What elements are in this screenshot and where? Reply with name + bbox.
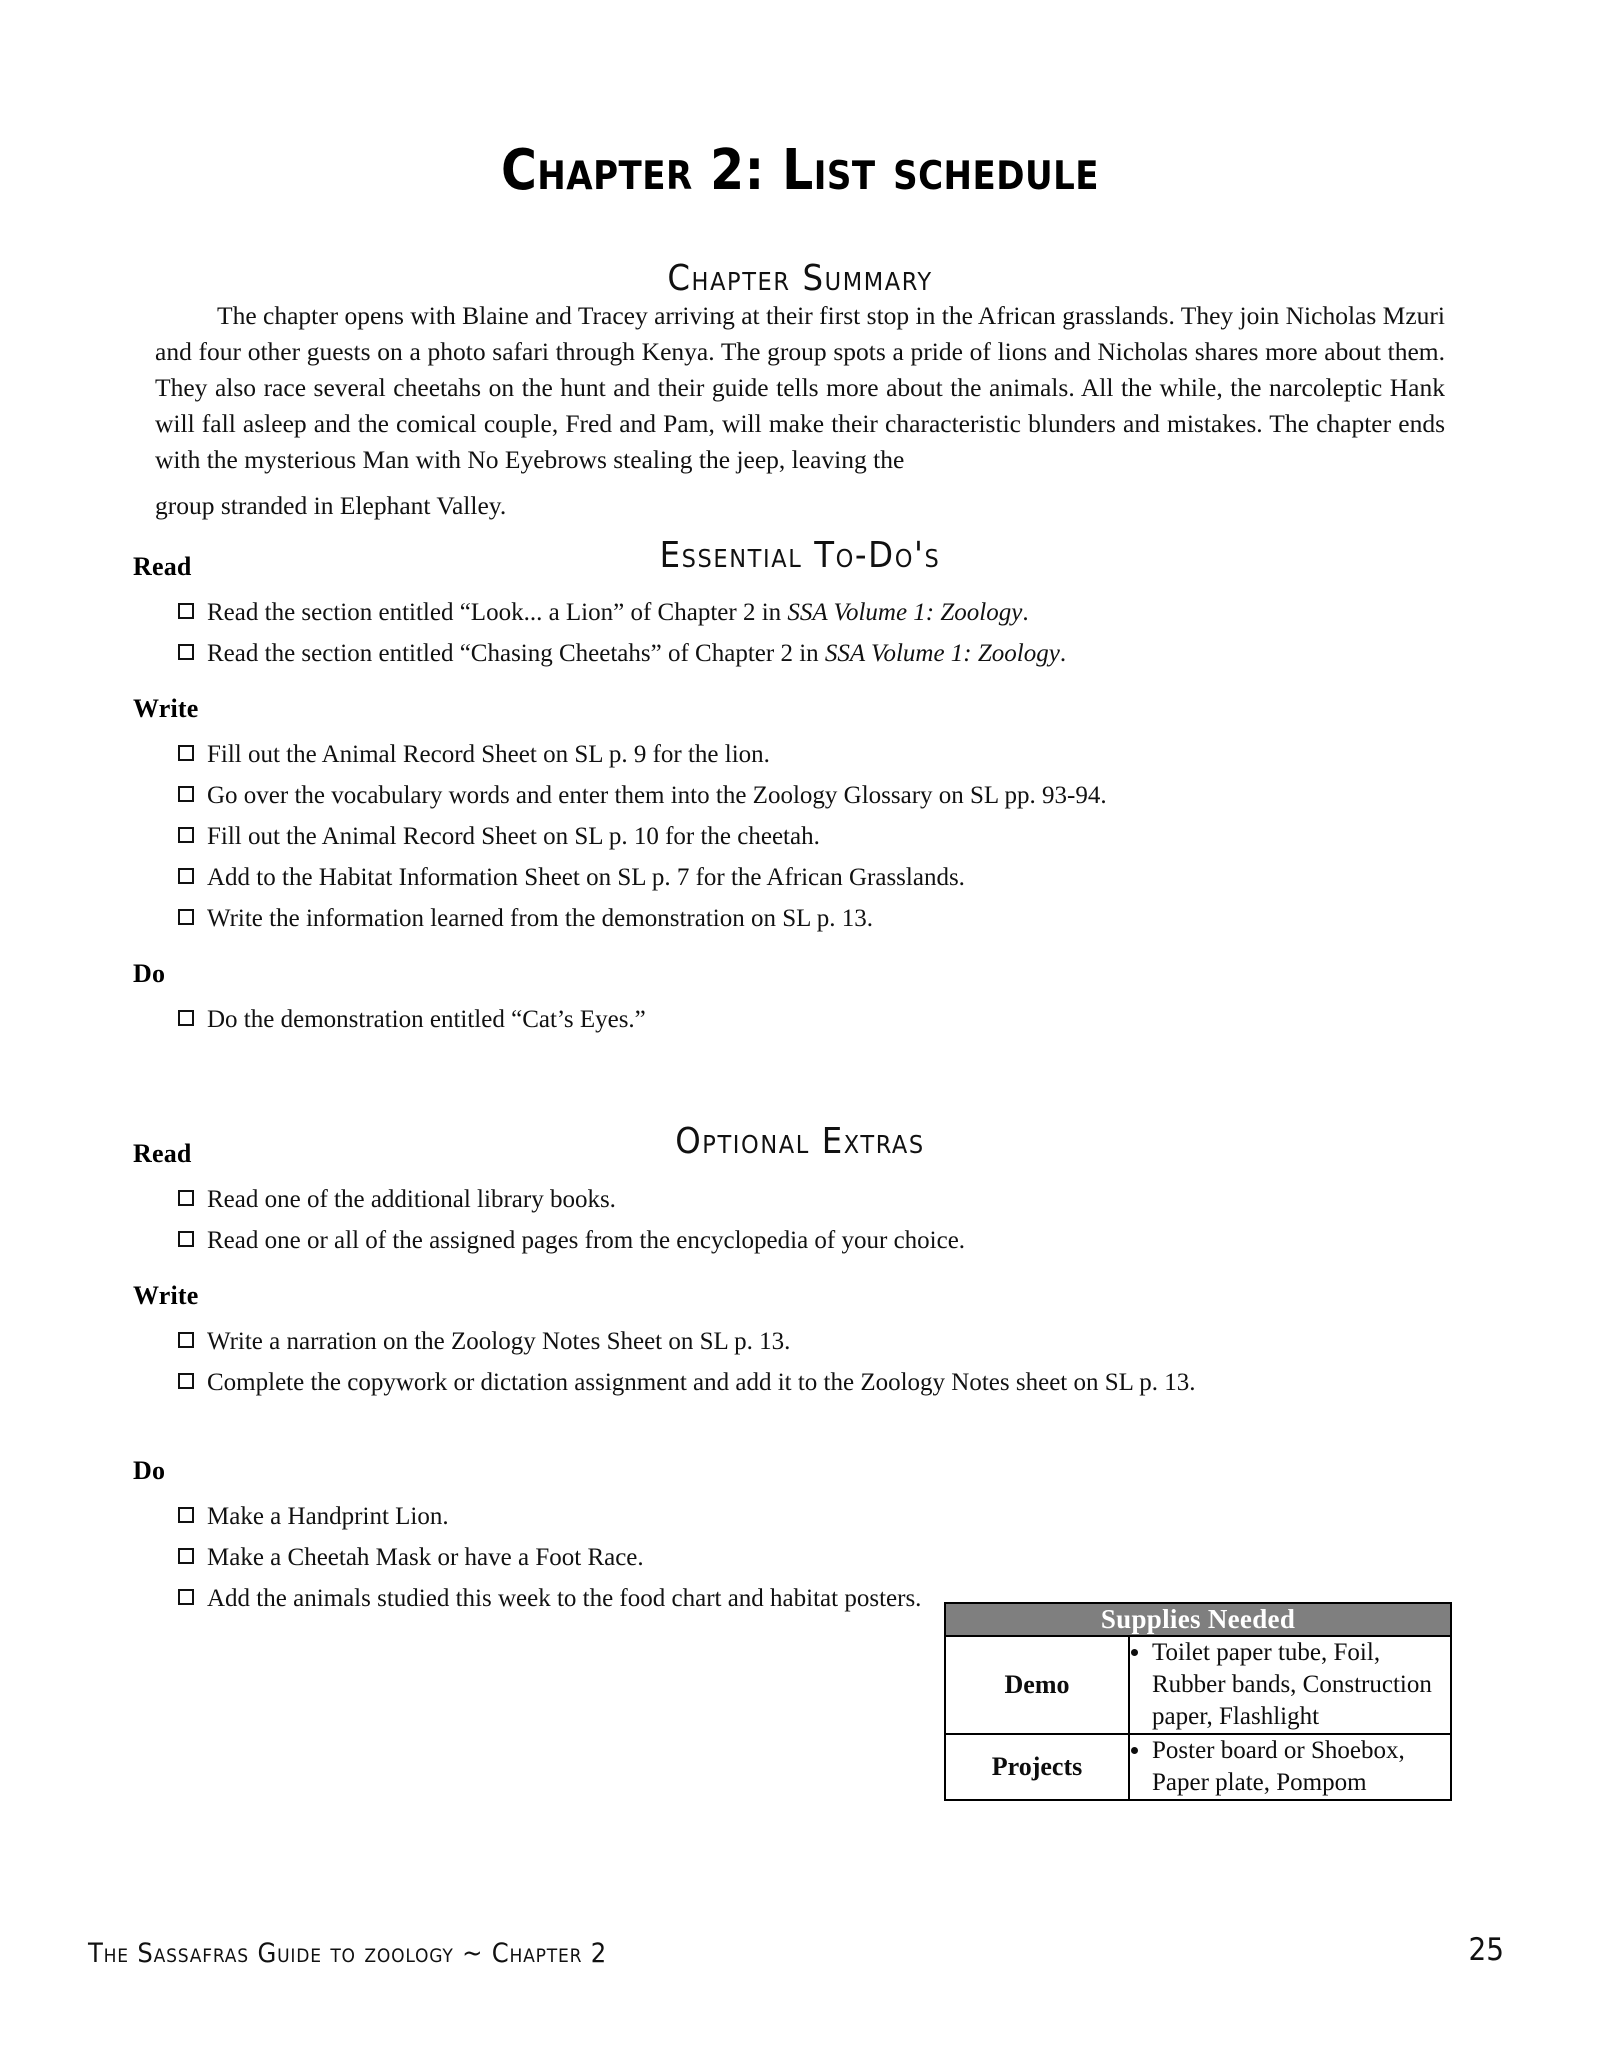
- summary-body: The chapter opens with Blaine and Tracey arriving at their first stop in the African grasslands. They join Nicholas Mzuri and four other guests on a photo safari through Kenya. The group spots a pride of lions and Nicholas shares more about them. They also race several cheetahs on the hunt and their guide tells more about the animals. All the while, the narcoleptic Hank will fall asleep and the comical couple, Fred and Pam, will make their characteristic blunders and mistakes. The chapter ends with the mysterious Man with No Eyebrows stealing the jeep, leaving the: [155, 300, 1445, 474]
- checkbox-icon[interactable]: [178, 1548, 194, 1564]
- checkbox-icon[interactable]: [178, 603, 194, 619]
- summary-body-tail: group stranded in Elephant Valley.: [155, 490, 507, 520]
- checkbox-icon[interactable]: [178, 745, 194, 761]
- checklist-item[interactable]: [178, 596, 1408, 629]
- checklist-item-label: Read one or all of the assigned pages from the encyclopedia of your choice.: [207, 1227, 966, 1254]
- table-row: [945, 1603, 1451, 1636]
- checkbox-icon[interactable]: [178, 1010, 194, 1026]
- supplies-items-list: [1130, 1735, 1450, 1799]
- group-label-read: Read: [133, 552, 192, 581]
- footer-page-number: 25: [1468, 1932, 1504, 1968]
- checkbox-icon[interactable]: [178, 1589, 194, 1605]
- checkbox-icon[interactable]: [178, 1507, 194, 1523]
- list-item: • Toilet paper tube, Foil, Rubber bands, Construction paper, Flashlight: [1152, 1637, 1450, 1733]
- checklist-item[interactable]: [178, 1224, 1408, 1257]
- footer-book-title: The Sassafras Guide to zoology ~ Chapter 2: [88, 1938, 608, 1969]
- checklist-item[interactable]: [178, 779, 1408, 812]
- checklist-item-label: Read the section entitled “Chasing Cheetahs” of Chapter 2 in SSA Volume 1: Zoology.: [207, 640, 1067, 667]
- supplies-category-label: Projects: [945, 1734, 1129, 1800]
- group-label-do: Do: [133, 959, 166, 988]
- checklist-item[interactable]: [178, 1183, 1408, 1216]
- checklist-item[interactable]: [178, 1541, 1408, 1574]
- group-label-do: Do: [133, 1456, 166, 1485]
- group-label-read: Read: [133, 1139, 192, 1168]
- supplies-needed-table: [944, 1602, 1452, 1801]
- checkbox-icon[interactable]: [178, 909, 194, 925]
- checklist-item-label: Add to the Habitat Information Sheet on SL p. 7 for the African Grasslands.: [207, 864, 965, 891]
- supplies-items-cell: [1129, 1734, 1451, 1800]
- checklist-item-label: Make a Handprint Lion.: [207, 1503, 449, 1530]
- checklist-item[interactable]: [178, 861, 1408, 894]
- checklist-item[interactable]: [178, 902, 1408, 935]
- supplies-table-head: [945, 1603, 1451, 1636]
- supplies-items-list: [1130, 1637, 1450, 1733]
- chapter-summary-heading: Chapter Summary: [667, 257, 933, 299]
- checklist-item[interactable]: [178, 738, 1408, 771]
- checklist-item-label: Fill out the Animal Record Sheet on SL p. 9 for the lion.: [207, 741, 770, 768]
- group-label-write: Write: [133, 694, 199, 723]
- table-row: [945, 1734, 1451, 1800]
- checkbox-icon[interactable]: [178, 644, 194, 660]
- checklist-item-label: Write a narration on the Zoology Notes Sheet on SL p. 13.: [207, 1328, 791, 1355]
- essential-todos-heading: Essential To-Do's: [659, 534, 941, 576]
- checkbox-icon[interactable]: [178, 827, 194, 843]
- group-label-write: Write: [133, 1281, 199, 1310]
- supplies-category-label: Demo: [945, 1636, 1129, 1734]
- checkbox-icon[interactable]: [178, 868, 194, 884]
- checklist-item-label: Fill out the Animal Record Sheet on SL p. 10 for the cheetah.: [207, 823, 820, 850]
- supplies-table-body: [945, 1636, 1451, 1800]
- checklist-item-label: Go over the vocabulary words and enter them into the Zoology Glossary on SL pp. 93-94.: [207, 782, 1107, 809]
- checklist-item[interactable]: [178, 1366, 1408, 1399]
- checklist-item[interactable]: [178, 1500, 1408, 1533]
- chapter-summary-text: [155, 298, 1445, 524]
- list-item: • Poster board or Shoebox, Paper plate, Pompom: [1152, 1735, 1450, 1799]
- checklist-item-label: Make a Cheetah Mask or have a Foot Race.: [207, 1544, 644, 1571]
- checklist-item[interactable]: [178, 1003, 1408, 1036]
- checkbox-icon[interactable]: [178, 786, 194, 802]
- checkbox-icon[interactable]: [178, 1231, 194, 1247]
- checklist-item-label: Read one of the additional library books.: [207, 1186, 616, 1213]
- table-row: [945, 1636, 1451, 1734]
- checklist-item-label: Add the animals studied this week to the food chart and habitat posters.: [207, 1585, 922, 1612]
- checklist-item[interactable]: [178, 820, 1408, 853]
- checklist-item[interactable]: [178, 1325, 1408, 1358]
- checkbox-icon[interactable]: [178, 1332, 194, 1348]
- supplies-items-cell: [1129, 1636, 1451, 1734]
- checkbox-icon[interactable]: [178, 1190, 194, 1206]
- checklist-item-label: Do the demonstration entitled “Cat’s Eyes.”: [207, 1006, 646, 1033]
- checkbox-icon[interactable]: [178, 1373, 194, 1389]
- book-title-italic: SSA Volume 1: Zoology: [787, 599, 1023, 626]
- checklist-item[interactable]: [178, 637, 1408, 670]
- checklist-item-label: Write the information learned from the demonstration on SL p. 13.: [207, 905, 873, 932]
- supplies-table-header-cell: Supplies Needed: [945, 1603, 1451, 1636]
- checklist-item-label: Read the section entitled “Look... a Lion” of Chapter 2 in SSA Volume 1: Zoology.: [207, 599, 1029, 626]
- page-title: Chapter 2: List schedule: [500, 137, 1100, 203]
- book-title-italic: SSA Volume 1: Zoology: [824, 640, 1060, 667]
- optional-extras-heading: Optional Extras: [675, 1120, 925, 1162]
- checklist-item-label: Complete the copywork or dictation assignment and add it to the Zoology Notes sheet on SL p. 13.: [207, 1369, 1196, 1396]
